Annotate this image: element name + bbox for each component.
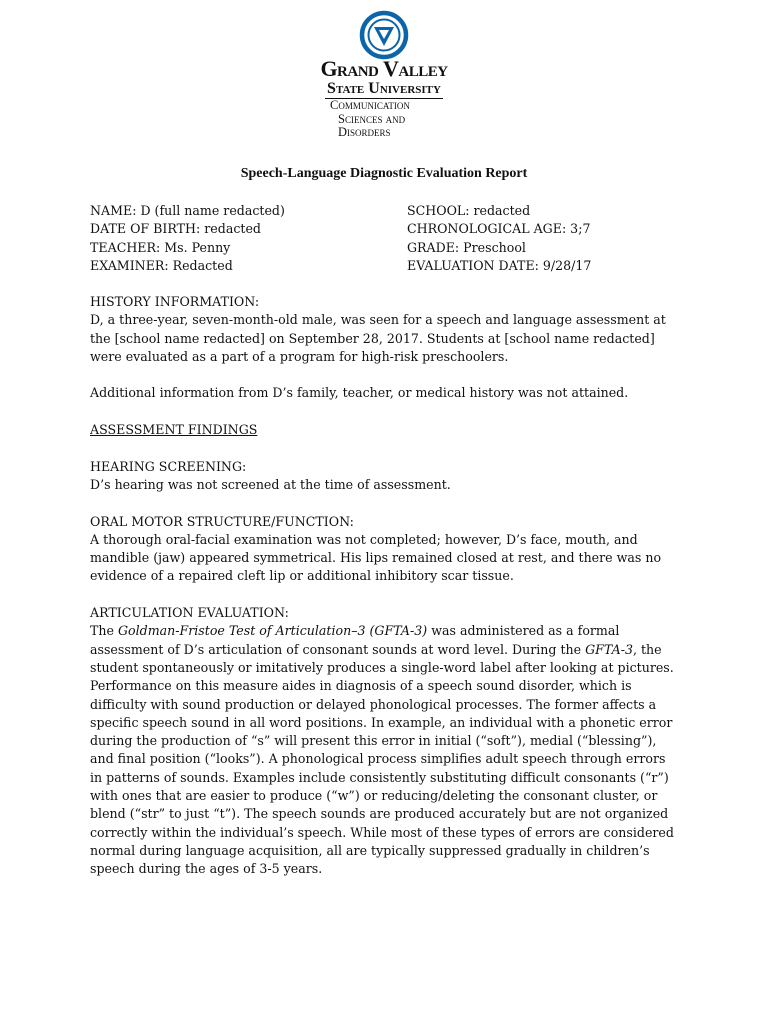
grade: GRADE: Preschool <box>407 239 526 255</box>
history-line: D, a three-year, seven-month-old male, was seen for a speech and language assessment at <box>90 312 666 328</box>
articulation-line: during the production of “s” will present this error in initial (“soft”), medial (“blessing”), <box>90 733 657 749</box>
articulation-line: and final position (“looks”). A phonological process simplifies adult speech through errors <box>90 751 666 767</box>
date-of-birth: DATE OF BIRTH: redacted <box>90 221 261 237</box>
articulation-line: student spontaneously or imitatively produces a single-word label after looking at pictures. <box>90 659 674 675</box>
department-line1: Communication <box>330 98 410 112</box>
history-line: were evaluated as a part of a program for high-risk preschoolers. <box>90 348 509 364</box>
university-name-line2: State University <box>327 80 441 97</box>
department-line3: Disorders <box>338 125 391 139</box>
oral-motor-line: mandible (jaw) appeared symmetrical. His lips remained closed at rest, and there was no <box>90 550 662 566</box>
test-abbreviation: GFTA-3 <box>585 641 633 657</box>
info-row <box>90 257 690 275</box>
school: SCHOOL: redacted <box>407 203 531 218</box>
gvsu-logo-icon <box>359 10 409 60</box>
text-fragment: The <box>90 623 118 639</box>
articulation-line: with ones that are easier to produce (“w”) or reducing/deleting the consonant cluster, or <box>90 788 658 804</box>
oral-motor-line: A thorough oral-facial examination was not completed; however, D’s face, mouth, and <box>90 531 638 547</box>
history-additional-info: Additional information from D’s family, teacher, or medical history was not attained. <box>90 385 629 401</box>
text-fragment: , the <box>632 641 662 657</box>
oral-motor-paragraph <box>90 531 690 586</box>
text-fragment: was administered as a formal <box>427 623 620 639</box>
articulation-line <box>90 641 690 659</box>
articulation-line: normal during language acquisition, all are typically suppressed gradually in children’s <box>90 842 650 858</box>
chronological-age: CHRONOLOGICAL AGE: 3;7 <box>407 221 591 237</box>
hearing-heading: HEARING SCREENING: <box>90 458 247 474</box>
test-name: Goldman-Fristoe Test of Articulation–3 (GFTA-3) <box>117 623 428 639</box>
teacher: TEACHER: Ms. Penny <box>90 239 231 255</box>
report-title: Speech-Language Diagnostic Evaluation Report <box>240 166 528 181</box>
assessment-findings-heading: ASSESSMENT FINDINGS <box>90 422 258 438</box>
examiner: EXAMINER: Redacted <box>90 257 233 273</box>
history-paragraph <box>90 311 690 366</box>
articulation-line: specific speech sound in all word positions. In example, an individual with a phonetic error <box>90 714 673 730</box>
university-wordmark <box>0 58 768 99</box>
articulation-line: blend (“str” to just “t”). The speech sounds are produced accurately but are not organized <box>90 806 669 822</box>
info-row <box>90 239 690 257</box>
info-row <box>90 202 690 220</box>
history-heading: HISTORY INFORMATION: <box>90 294 260 309</box>
university-logo <box>0 10 768 60</box>
department-line2: Sciences and <box>338 111 406 126</box>
articulation-line: Performance on this measure aides in diagnosis of a speech sound disorder, which is <box>90 678 632 694</box>
info-row <box>90 220 690 238</box>
patient-name: NAME: D (full name redacted) <box>90 203 285 218</box>
text-fragment: assessment of D’s articulation of consonant sounds at word level. During the <box>90 641 586 657</box>
articulation-line: in patterns of sounds. Examples include consistently substituting difficult consonants (“r”) <box>90 769 669 785</box>
articulation-line: difficulty with sound production or delayed phonological processes. The former affects a <box>90 696 657 712</box>
report-body <box>90 293 690 879</box>
evaluation-date: EVALUATION DATE: 9/28/17 <box>407 257 592 273</box>
articulation-heading: ARTICULATION EVALUATION: <box>90 605 289 621</box>
articulation-line: correctly within the individual’s speech. While most of these types of errors are considered <box>90 824 674 840</box>
patient-info-block <box>90 202 690 275</box>
oral-motor-heading: ORAL MOTOR STRUCTURE/FUNCTION: <box>90 513 354 529</box>
articulation-line <box>90 622 690 640</box>
department-name <box>330 99 450 140</box>
history-line: the [school name redacted] on September 28, 2017. Students at [school name redacted] <box>90 330 655 346</box>
articulation-line: speech during the ages of 3-5 years. <box>90 861 323 877</box>
university-name-line1: Grand Valley <box>320 56 448 81</box>
hearing-text: D’s hearing was not screened at the time of assessment. <box>90 476 451 492</box>
articulation-paragraph <box>90 622 690 878</box>
oral-motor-line: evidence of a repaired cleft lip or additional inhibitory scar tissue. <box>90 568 514 584</box>
